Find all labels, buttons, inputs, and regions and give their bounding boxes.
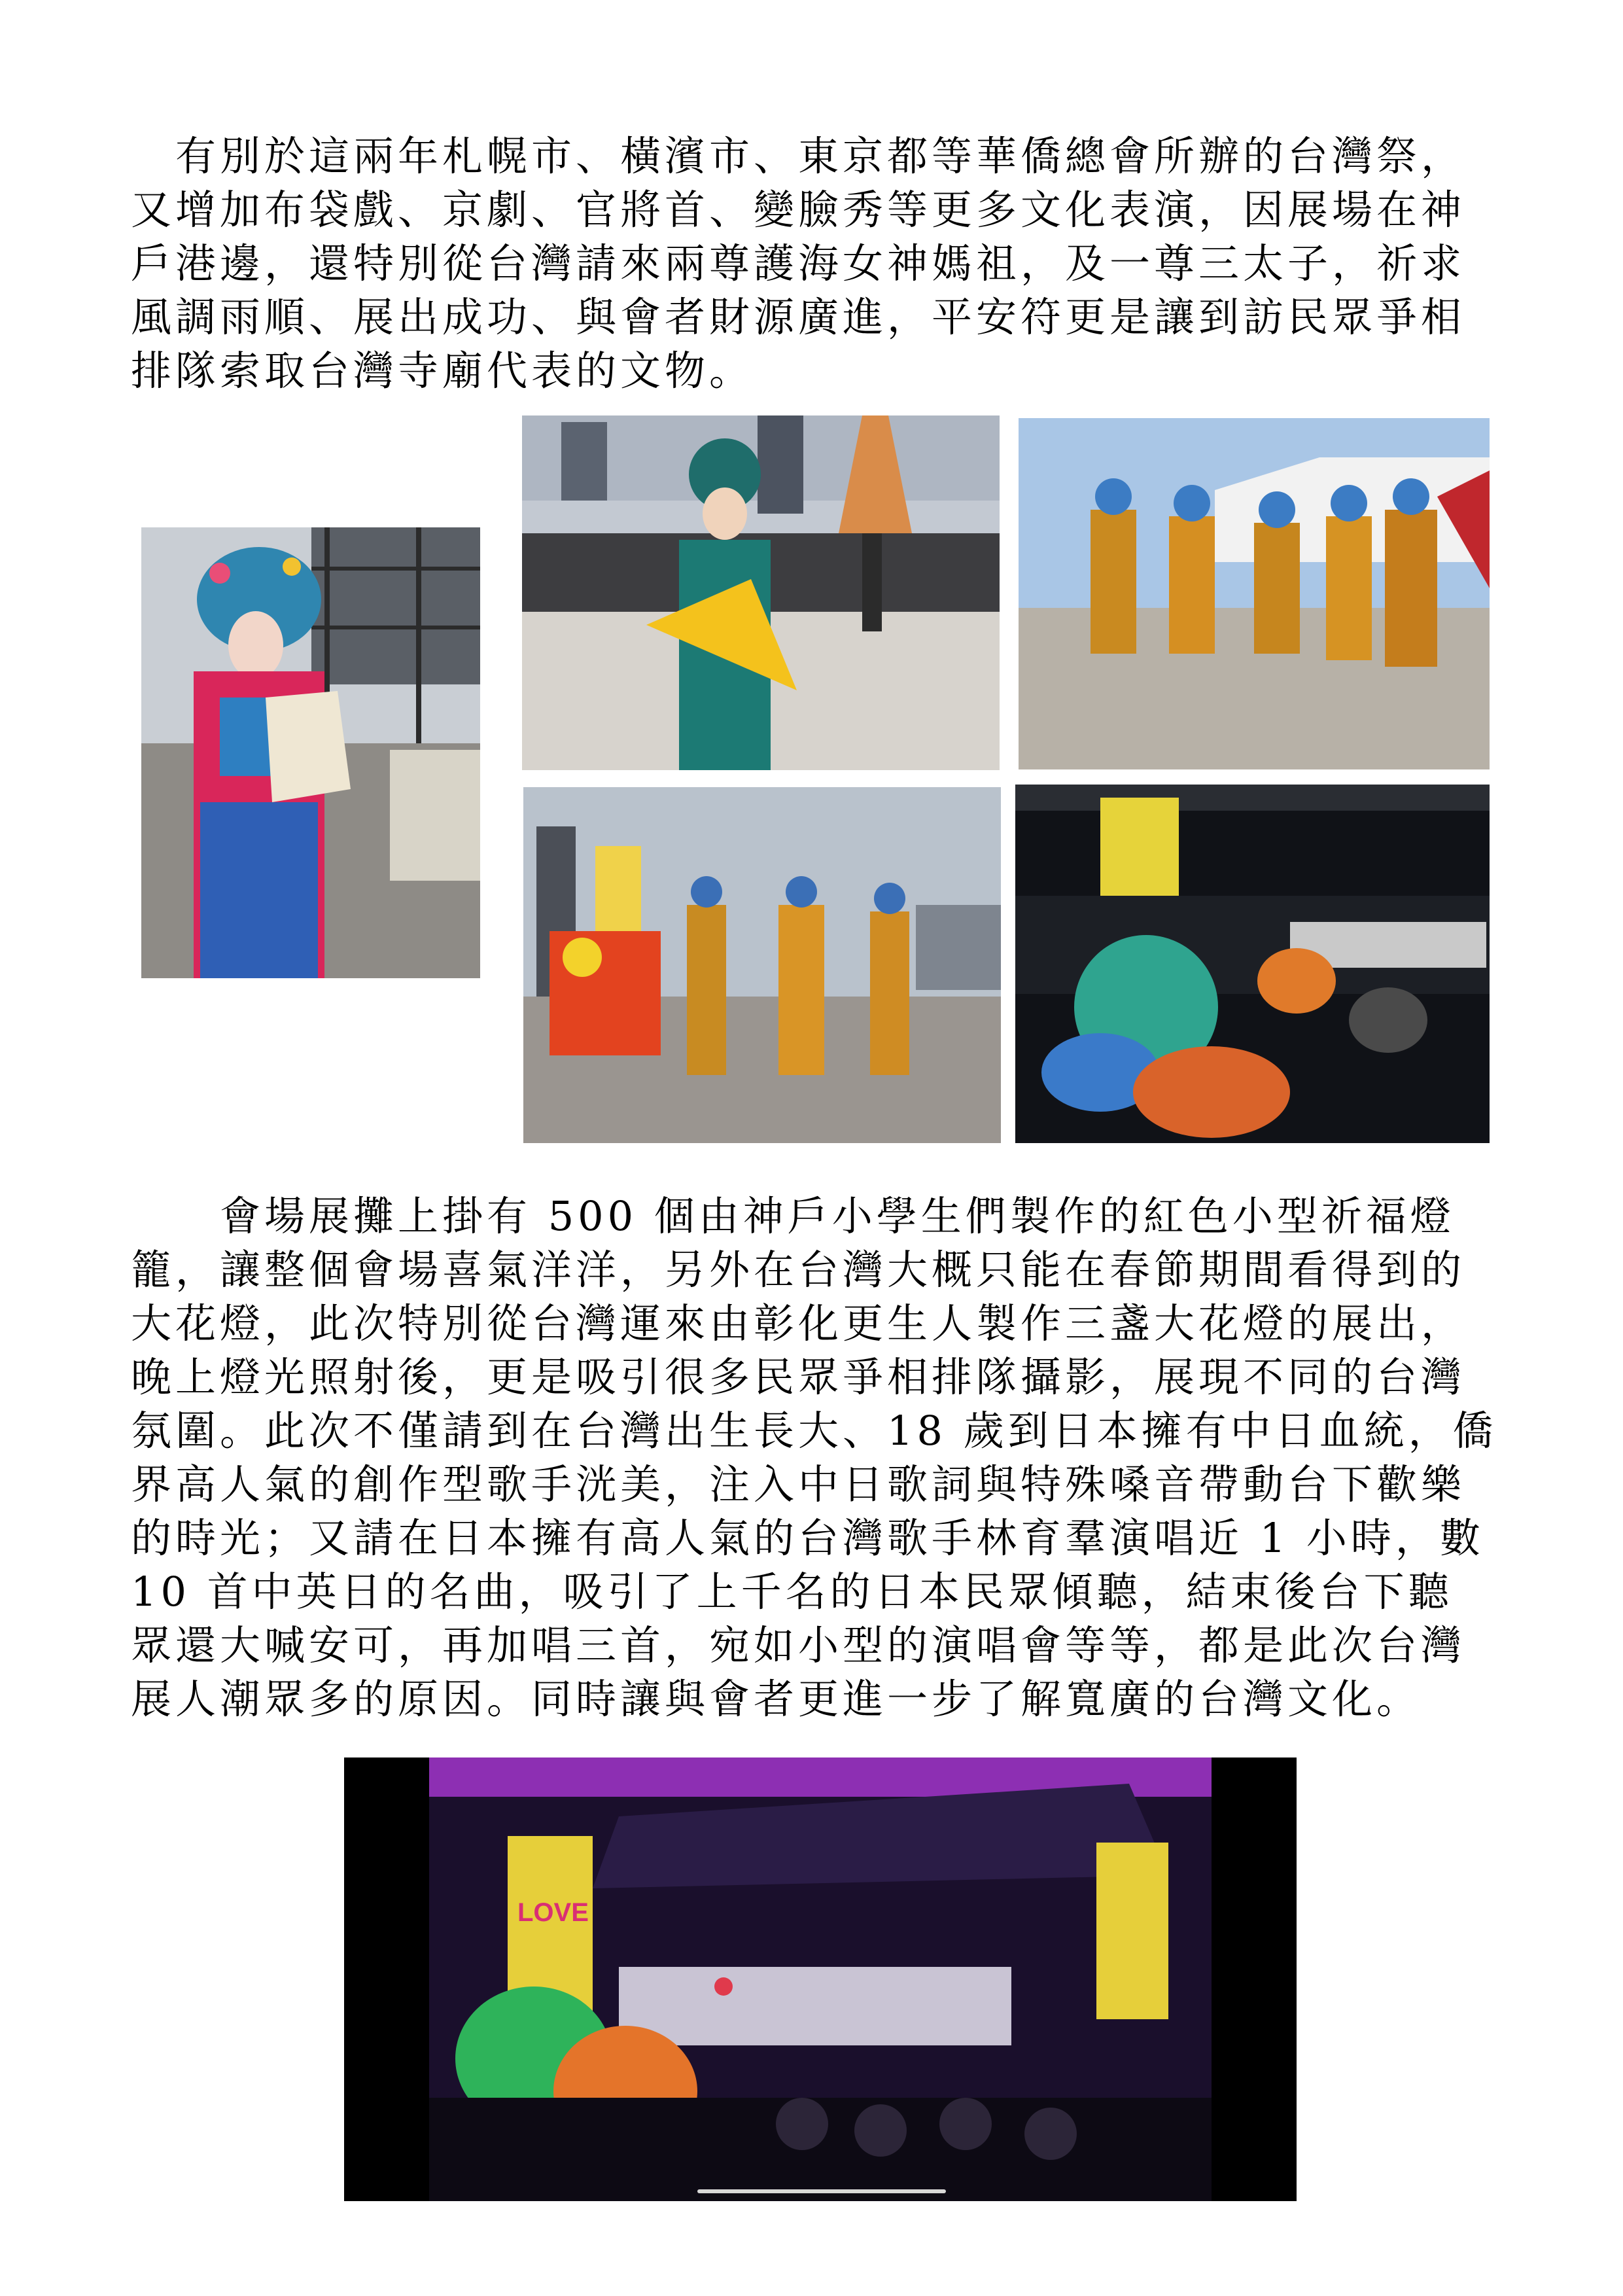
text-line: 籠，讓整個會場喜氣洋洋，另外在台灣大概只能在春節期間看得到的 (131, 1246, 1466, 1294)
svg-text:LOVE: LOVE (517, 1898, 589, 1927)
text-line: 會場展攤上掛有 500 個由神戶小學生們製作的紅色小型祈福燈 (131, 1192, 1455, 1240)
text-line: 排隊索取台灣寺廟代表的文物。 (131, 347, 754, 395)
text-line: 又增加布袋戲、京劇、官將首、變臉秀等更多文化表演，因展場在神 (131, 186, 1466, 234)
text-line: 有別於這兩年札幌市、橫濱市、東京都等華僑總會所辦的台灣祭， (131, 132, 1466, 180)
guan-jiang-shou-troupe-photo (1019, 418, 1490, 769)
text-line: 眾還大喊安可，再加唱三首，宛如小型的演唱會等等，都是此次台灣 (131, 1621, 1466, 1669)
text-line: 展人潮眾多的原因。同時讓與會者更進一步了解寬廣的台灣文化。 (131, 1675, 1422, 1723)
opera-performer-photo (141, 527, 480, 978)
text-line: 戶港邊，還特別從台灣請來兩尊護海女神媽祖，及一尊三太子，祈求 (131, 239, 1466, 287)
night-concert-stage-photo (344, 1757, 1297, 2201)
performers-with-lantern-float-photo (523, 787, 1001, 1143)
text-line: 氛圍。此次不僅請到在台灣出生長大、18 歲到日本擁有中日血統，僑 (131, 1407, 1497, 1455)
text-line: 風調雨順、展出成功、與會者財源廣進，平安符更是讓到訪民眾爭相 (131, 293, 1466, 341)
event-paragraph (131, 1190, 1498, 1726)
text-line: 10 首中英日的名曲，吸引了上千名的日本民眾傾聽，結束後台下聽 (131, 1568, 1453, 1616)
text-line: 晚上燈光照射後，更是吸引很多民眾爭相排隊攝影，展現不同的台灣 (131, 1353, 1466, 1401)
intro-paragraph (131, 130, 1498, 398)
night-lantern-display-photo (1015, 785, 1490, 1143)
performer-with-fan-photo (522, 415, 1000, 770)
text-line: 的時光；又請在日本擁有高人氣的台灣歌手林育羣演唱近 1 小時，數 (131, 1514, 1484, 1562)
text-line: 界高人氣的創作型歌手洸美，注入中日歌詞與特殊嗓音帶動台下歡樂 (131, 1460, 1466, 1508)
text-line: 大花燈，此次特別從台灣運來由彰化更生人製作三盞大花燈的展出， (131, 1299, 1466, 1347)
